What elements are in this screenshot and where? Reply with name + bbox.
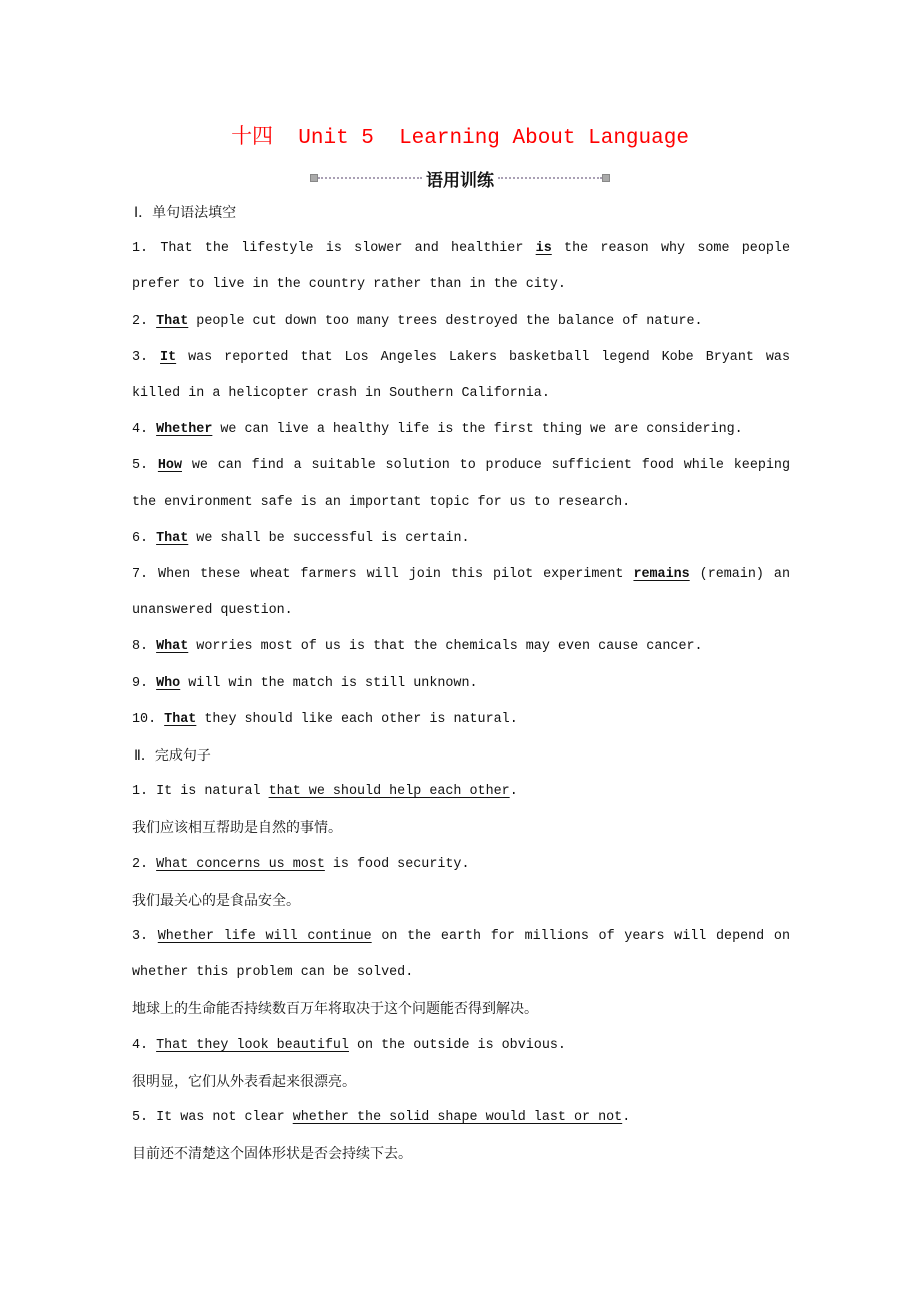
translation: 地球上的生命能否持续数百万年将取决于这个问题能否得到解决。	[132, 1001, 538, 1018]
exercise-item	[132, 521, 790, 557]
item-text: 1. It is natural	[132, 784, 269, 800]
exercise-item	[132, 847, 790, 883]
exercise-item	[132, 448, 790, 520]
answer: whether the solid shape would last or not	[292, 1110, 623, 1126]
item-text: on the earth for millions of years will depend on whether this problem can be solved.	[132, 929, 790, 981]
item-text: 8.	[132, 639, 157, 655]
answer: Whether life will continue	[157, 929, 372, 945]
answer: Who	[156, 675, 181, 691]
answer: What	[156, 639, 189, 655]
answer: It	[160, 349, 177, 365]
item-text: is food security.	[324, 856, 470, 872]
item-text: 4.	[132, 422, 157, 438]
answer: That	[156, 313, 189, 329]
item-text: 5. It was not clear	[132, 1110, 293, 1126]
exercise-item	[132, 629, 790, 665]
answer: remains	[633, 567, 690, 583]
banner-end-ornament	[602, 174, 610, 182]
section-heading: Ⅱ．完成句子	[134, 748, 211, 765]
exercise-item	[132, 919, 790, 991]
translation: 很明显，它们从外表看起来很漂亮。	[132, 1073, 356, 1090]
section-banner	[310, 166, 610, 190]
banner-end-ornament	[310, 174, 318, 182]
translation: 我们应该相互帮助是自然的事情。	[132, 820, 342, 837]
item-text: 7. When these wheat farmers will join this pilot experiment	[132, 567, 634, 583]
exercise-item	[132, 666, 790, 702]
exercise-item	[132, 1028, 790, 1064]
answer: That	[164, 711, 197, 727]
item-text: 4.	[132, 1037, 157, 1053]
banner-divider	[498, 177, 602, 179]
translation: 我们最关心的是食品安全。	[132, 892, 300, 909]
answer: That they look beautiful	[156, 1037, 349, 1053]
exercise-item	[132, 702, 790, 738]
banner-label: 语用训练	[426, 170, 494, 191]
section-heading: Ⅰ．单句语法填空	[134, 205, 237, 221]
translation: 目前还不清楚这个固体形状是否会持续下去。	[132, 1146, 412, 1163]
answer: that we should help each other	[268, 784, 510, 800]
exercise-item	[132, 1100, 790, 1136]
item-text: 2.	[132, 856, 157, 872]
answer: is	[535, 241, 552, 257]
item-text: we can find a suitable solution to produce sufficient food while keeping the environment safe is an important topic for us to research.	[132, 458, 790, 510]
answer: What concerns us most	[156, 856, 325, 872]
item-text: 9.	[132, 675, 157, 691]
answer: Whether	[156, 422, 213, 438]
item-text: will win the match is still unknown.	[180, 675, 478, 691]
answer: How	[157, 458, 182, 474]
item-text: we can live a healthy life is the first thing we are considering.	[212, 422, 743, 438]
exercise-item	[132, 557, 790, 629]
item-text: .	[622, 1110, 631, 1126]
item-text: 3.	[132, 349, 161, 365]
item-text: 6.	[132, 530, 157, 546]
exercise-item	[132, 231, 790, 303]
exercise-content	[132, 195, 790, 1172]
item-text: (remain) an unanswered question.	[132, 567, 790, 619]
banner-divider	[318, 177, 422, 179]
item-text: 5.	[132, 458, 158, 474]
item-text: people cut down too many trees destroyed the balance of nature.	[188, 313, 703, 329]
exercise-item	[132, 340, 790, 412]
item-text: they should like each other is natural.	[196, 711, 518, 727]
item-text: on the outside is obvious.	[348, 1037, 566, 1053]
item-text: we shall be successful is certain.	[188, 530, 470, 546]
item-text: worries most of us is that the chemicals may even cause cancer.	[188, 639, 703, 655]
item-text: 1. That the lifestyle is slower and healthier	[132, 241, 536, 257]
item-text: 2.	[132, 313, 157, 329]
exercise-item	[132, 412, 790, 448]
item-text: 3.	[132, 929, 158, 945]
item-text: .	[509, 784, 518, 800]
answer: That	[156, 530, 189, 546]
item-text: 10.	[132, 711, 165, 727]
exercise-item	[132, 774, 790, 810]
item-text: was reported that Los Angeles Lakers basketball legend Kobe Bryant was killed in a helicopter crash in Southern California.	[132, 349, 790, 402]
item-text: the reason why some people prefer to live in the country rather than in the city.	[132, 241, 790, 293]
exercise-item	[132, 304, 790, 340]
page-title: 十四 Unit 5 Learning About Language	[231, 127, 689, 150]
